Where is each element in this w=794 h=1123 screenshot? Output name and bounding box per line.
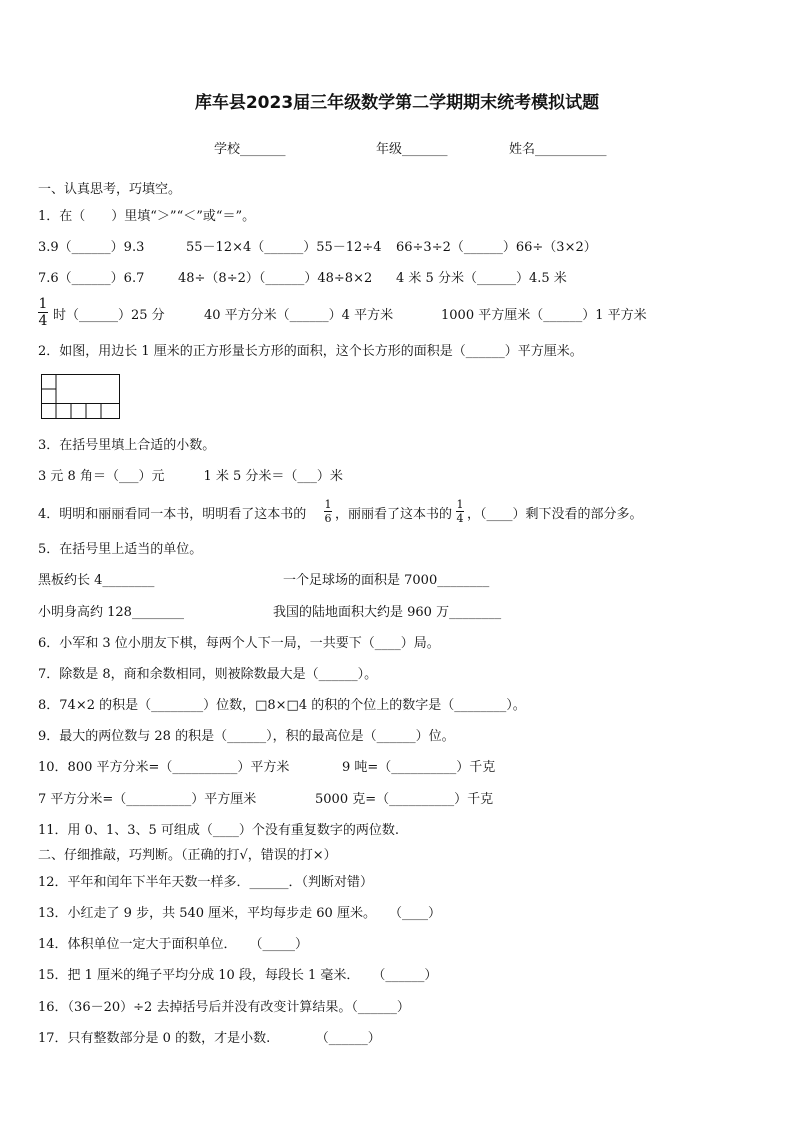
q5-item-d: 我国的陆地面积大约是 960 万________ [273, 605, 502, 620]
section-2-heading: 二、仔细推敲，巧判断。（正确的打√，错误的打×） [38, 848, 337, 863]
question-1-stem: 1．在（ ）里填“＞”“＜”或“＝”。 [38, 209, 256, 224]
q1-item-8: 40 平方分米（______）4 平方米 [204, 308, 394, 323]
fraction-numerator: 1 [324, 498, 332, 511]
question-17: 17．只有整数部分是 0 的数，才是小数. （______） [38, 1031, 381, 1046]
school-field: 学校_______ [214, 142, 286, 157]
question-4-part-c: ，（____）剩下没看的部分多。 [467, 507, 643, 522]
q10-item-c: 7 平方分米=（__________）平方厘米 [38, 792, 257, 807]
q1-fraction [38, 297, 48, 328]
question-14: 14．体积单位一定大于面积单位． （_____） [38, 937, 309, 952]
q1-item-3: 66÷3÷2（______）66÷（3×2） [396, 240, 597, 255]
q4-fraction-2 [456, 499, 464, 524]
fraction-denominator: 4 [456, 512, 464, 525]
grid-outline [42, 375, 120, 419]
q1-item-7: 时（______）25 分 [53, 308, 165, 323]
question-3-line: 3 元 8 角＝（___）元 1 米 5 分米＝（___）米 [38, 469, 343, 484]
q1-item-1: 3.9（______）9.3 [38, 240, 145, 255]
section-1-heading: 一、认真思考，巧填空。 [38, 182, 182, 197]
q10-item-d: 5000 克=（__________）千克 [315, 792, 494, 807]
question-16: 16．（36－20）÷2 去掉括号后并没有改变计算结果。（______） [38, 1000, 410, 1015]
rectangle-grid-figure [41, 374, 121, 420]
name-field: 姓名___________ [509, 142, 607, 157]
q1-item-6: 4 米 5 分米（______）4.5 米 [396, 271, 567, 286]
question-8: 8．74×2 的积是（________）位数，□8×□4 的积的个位上的数字是（________）。 [38, 698, 526, 713]
q5-item-c: 小明身高约 128________ [38, 605, 184, 620]
question-13: 13．小红走了 9 步，共 540 厘米，平均每步走 60 厘米。 （____） [38, 906, 441, 921]
q1-item-2: 55－12×4（______）55－12÷4 [186, 240, 382, 255]
q10-item-a: 10．800 平方分米=（__________）平方米 [38, 760, 290, 775]
q1-item-5: 48÷（8÷2）（______）48÷8×2 [178, 271, 373, 286]
question-9: 9．最大的两位数与 28 的积是（______），积的最高位是（______）位。 [38, 729, 455, 744]
fraction-denominator: 6 [324, 512, 332, 525]
q4-fraction-1 [324, 499, 332, 524]
question-12: 12．平年和闰年下半年天数一样多．______．（判断对错） [38, 875, 374, 890]
fraction-numerator: 1 [456, 498, 464, 511]
q5-item-a: 黑板约长 4________ [38, 573, 155, 588]
q10-item-b: 9 吨=（__________）千克 [342, 760, 496, 775]
fraction-denominator: 4 [38, 313, 48, 329]
question-2: 2．如图，用边长 1 厘米的正方形量长方形的面积，这个长方形的面积是（______）平方厘米。 [38, 344, 583, 359]
fraction-numerator: 1 [38, 296, 48, 312]
question-7: 7．除数是 8，商和余数相同，则被除数最大是（______）。 [38, 667, 378, 682]
question-4-part-a: 4．明明和丽丽看同一本书，明明看了这本书的 [38, 507, 307, 522]
question-15: 15．把 1 厘米的绳子平均分成 10 段，每段长 1 毫米． （______） [38, 968, 438, 983]
question-4-part-b: ，丽丽看了这本书的 [335, 507, 453, 522]
q1-item-4: 7.6（______）6.7 [38, 271, 145, 286]
grade-field: 年级_______ [376, 142, 448, 157]
question-11: 11．用 0、1、3、5 可组成（____）个没有重复数字的两位数. [38, 823, 400, 838]
question-5-stem: 5．在括号里上适当的单位。 [38, 542, 203, 557]
q1-item-9: 1000 平方厘米（______）1 平方米 [441, 308, 647, 323]
q5-item-b: 一个足球场的面积是 7000________ [283, 573, 490, 588]
question-3-stem: 3．在括号里填上合适的小数。 [38, 438, 216, 453]
page-title: 库车县2023届三年级数学第二学期期末统考模拟试题 [194, 93, 600, 113]
question-6: 6．小军和 3 位小朋友下棋，每两个人下一局，一共要下（____）局。 [38, 636, 440, 651]
